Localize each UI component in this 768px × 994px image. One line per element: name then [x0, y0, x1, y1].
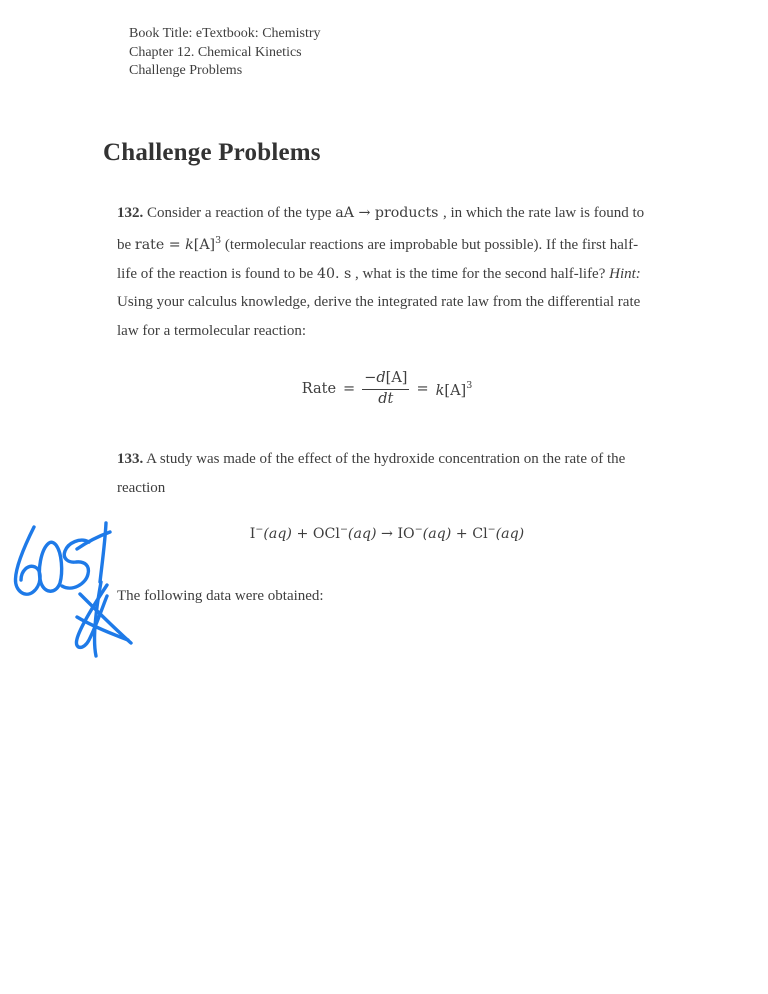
text-segment: [A] — [193, 237, 216, 253]
text-segment: 132. — [117, 204, 144, 221]
page-header — [129, 25, 768, 81]
problem-133-text — [117, 445, 657, 502]
rate-constant-k: k — [435, 382, 445, 399]
equation-rhs — [436, 380, 473, 399]
text-segment: 3 — [215, 235, 222, 246]
scribble-vertical — [95, 582, 101, 656]
text-segment: + — [451, 526, 473, 542]
concentration-bracket-rhs: [A] — [444, 382, 467, 399]
handwriting-digit-0 — [39, 542, 61, 591]
handwriting-60s — [15, 523, 110, 594]
chapter-line: Chapter 12. Chemical Kinetics — [129, 44, 302, 60]
exponent: 3 — [466, 379, 473, 391]
text-segment: (termolecular reactions are improbable but possible). If the first half-life of the reaction is found to be — [117, 237, 639, 282]
text-segment: 40. s — [316, 265, 352, 282]
text-segment: , in which the rate law is found to be — [117, 204, 645, 253]
section-line: Challenge Problems — [129, 63, 243, 78]
text-segment: k — [185, 237, 194, 253]
handwriting-stem — [100, 523, 106, 582]
chemical-equation — [117, 524, 657, 542]
text-segment: rate = — [134, 237, 186, 253]
text-segment: (aq) — [263, 526, 292, 542]
page-title: Challenge Problems — [103, 138, 321, 166]
text-segment: Consider a reaction of the type — [143, 204, 336, 221]
handwriting-letter-s — [62, 540, 89, 588]
equation-lhs: Rate — [301, 381, 337, 397]
text-segment: A study was made of the effect of the hydroxide concentration on the rate of the reaction — [117, 451, 626, 496]
text-segment: Cl — [472, 526, 488, 542]
text-segment: + — [291, 526, 313, 542]
rate-law-equation — [117, 369, 657, 409]
scribble-loop — [76, 585, 107, 647]
handwriting-crossbar — [77, 532, 110, 549]
text-segment: − — [414, 524, 423, 535]
text-segment: OCl — [312, 526, 340, 542]
text-segment: − — [339, 524, 348, 535]
text-segment: , what is the time for the second half-life? — [351, 265, 610, 282]
data-intro-text: The following data were obtained: — [117, 588, 324, 604]
text-segment: − — [487, 524, 496, 535]
fraction-denominator: dt — [378, 391, 394, 407]
text-segment: (aq) — [495, 526, 525, 542]
problem-132-text — [117, 199, 657, 346]
text-segment: IO — [397, 526, 415, 542]
text-segment: (aq) — [422, 526, 452, 542]
text-segment: 133. — [117, 451, 144, 467]
book-title-line: Book Title: eTextbook: Chemistry — [129, 26, 321, 41]
minus-sign: − — [364, 370, 377, 386]
fraction-numerator — [362, 369, 409, 390]
equals-sign-2: = — [416, 381, 429, 397]
differential-d: d — [376, 370, 386, 386]
concentration-bracket: [A] — [385, 370, 408, 386]
text-segment: I — [249, 526, 256, 542]
handwriting-ink — [15, 523, 131, 656]
equation-fraction — [362, 369, 409, 409]
text-segment: − — [255, 524, 264, 535]
text-segment: Hint: — [609, 265, 641, 282]
handwriting-digit-6 — [15, 527, 40, 594]
equals-sign: = — [343, 381, 356, 397]
scribble-diagonal-2 — [77, 617, 128, 640]
text-segment: Using your calculus knowledge, derive the integrated rate law from the differential rate law for a termolecular reaction: — [117, 294, 641, 339]
text-segment: (aq) — [347, 526, 377, 542]
text-segment: → — [376, 526, 398, 542]
text-segment: aA → products — [335, 204, 443, 221]
